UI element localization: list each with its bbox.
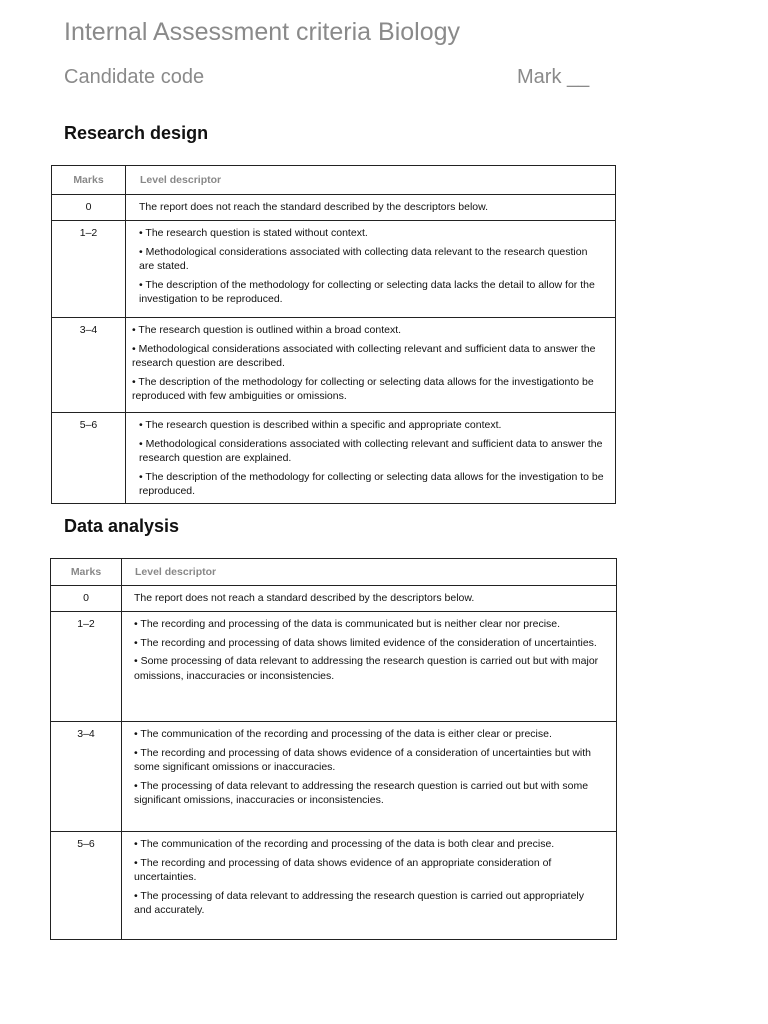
descriptor-line: • The research question is described within a specific and appropriate context. (139, 419, 502, 431)
descriptor-line: • The processing of data relevant to addressing the research question is carried out appropriately and accurately. (134, 889, 584, 916)
descriptor-line: The report does not reach the standard described by the descriptors below. (139, 201, 489, 213)
row-descriptor (134, 727, 604, 812)
descriptor-line: • The processing of data relevant to addressing the research question is carried out but with some significant omissions, inaccuracies or inconsistencies. (134, 779, 589, 806)
descriptor-line: • The research question is stated without context. (139, 227, 368, 239)
row-marks: 0 (83, 592, 89, 604)
data-analysis-table (50, 558, 617, 940)
table-row (51, 722, 616, 832)
row-marks: 0 (85, 201, 92, 213)
row-descriptor (134, 837, 604, 922)
table-row (51, 586, 616, 612)
descriptor-line: • The research question is outlined within a broad context. (132, 324, 402, 336)
descriptor-line: • Some processing of data relevant to addressing the research question is carried out but with major omissions, inaccuracies or inconsistencies. (134, 655, 599, 682)
row-marks: 1–2 (77, 618, 95, 630)
row-marks: 3–4 (79, 324, 98, 336)
table-header-row (51, 559, 616, 586)
descriptor-line: • Methodological considerations associated with collecting relevant and sufficient data to answer the research question are explained. (139, 437, 603, 464)
table-row (52, 221, 615, 318)
descriptor-line: • The communication of the recording and processing of the data is both clear and precise. (134, 838, 555, 850)
research-design-table (51, 165, 616, 504)
descriptor-line: • The description of the methodology for collecting or selecting data allows for the investigationto be reproduced with few ambiguities or omissions. (132, 375, 594, 402)
descriptor-column-header: Level descriptor (135, 566, 217, 578)
row-descriptor (139, 418, 609, 503)
descriptor-line: • The recording and processing of data shows limited evidence of the consideration of uncertainties. (134, 636, 597, 649)
descriptor-line: The report does not reach a standard described by the descriptors below. (134, 592, 475, 604)
row-marks: 1–2 (79, 227, 98, 239)
descriptor-line: • Methodological considerations associated with collecting relevant and sufficient data to answer the research question are described. (132, 342, 596, 369)
table-header-row (52, 166, 615, 195)
mark-label: Mark __ (517, 66, 590, 88)
row-descriptor (139, 226, 599, 311)
table-row (52, 195, 615, 221)
descriptor-line: • The description of the methodology for collecting or selecting data lacks the detail to allow for the investigation to be reproduced. (139, 278, 595, 305)
descriptor-line: • The communication of the recording and processing of the data is either clear or precise. (134, 728, 552, 740)
row-marks: 3–4 (77, 728, 95, 740)
table-row (52, 318, 615, 413)
descriptor-column-header: Level descriptor (140, 174, 222, 186)
table-row (52, 413, 615, 505)
row-descriptor (139, 200, 599, 219)
descriptor-line: • The recording and processing of the data is communicated but is neither clear nor precise. (134, 618, 561, 630)
table-row (51, 612, 616, 722)
table-row (51, 832, 616, 941)
descriptor-line: • The recording and processing of data shows evidence of a consideration of uncertainties but with some significant omissions or inaccuracies. (134, 746, 592, 773)
descriptor-line: • Methodological considerations associated with collecting data relevant to the research question are stated. (139, 245, 588, 272)
marks-column-header: Marks (73, 174, 104, 186)
row-descriptor (134, 591, 604, 610)
row-marks: 5–6 (77, 838, 95, 850)
descriptor-line: • The description of the methodology for collecting or selecting data allows for the investigation to be reproduced. (139, 470, 604, 497)
document-title: Internal Assessment criteria Biology (64, 18, 461, 46)
row-marks: 5–6 (79, 419, 98, 431)
row-descriptor (132, 323, 599, 408)
section-heading-data-analysis: Data analysis (64, 516, 180, 536)
descriptor-line: • The recording and processing of data shows evidence of an appropriate consideration of uncertainties. (134, 856, 552, 883)
marks-column-header: Marks (70, 566, 102, 578)
candidate-code-label: Candidate code (64, 66, 205, 88)
row-descriptor (134, 617, 604, 687)
section-heading-research-design: Research design (64, 123, 209, 143)
